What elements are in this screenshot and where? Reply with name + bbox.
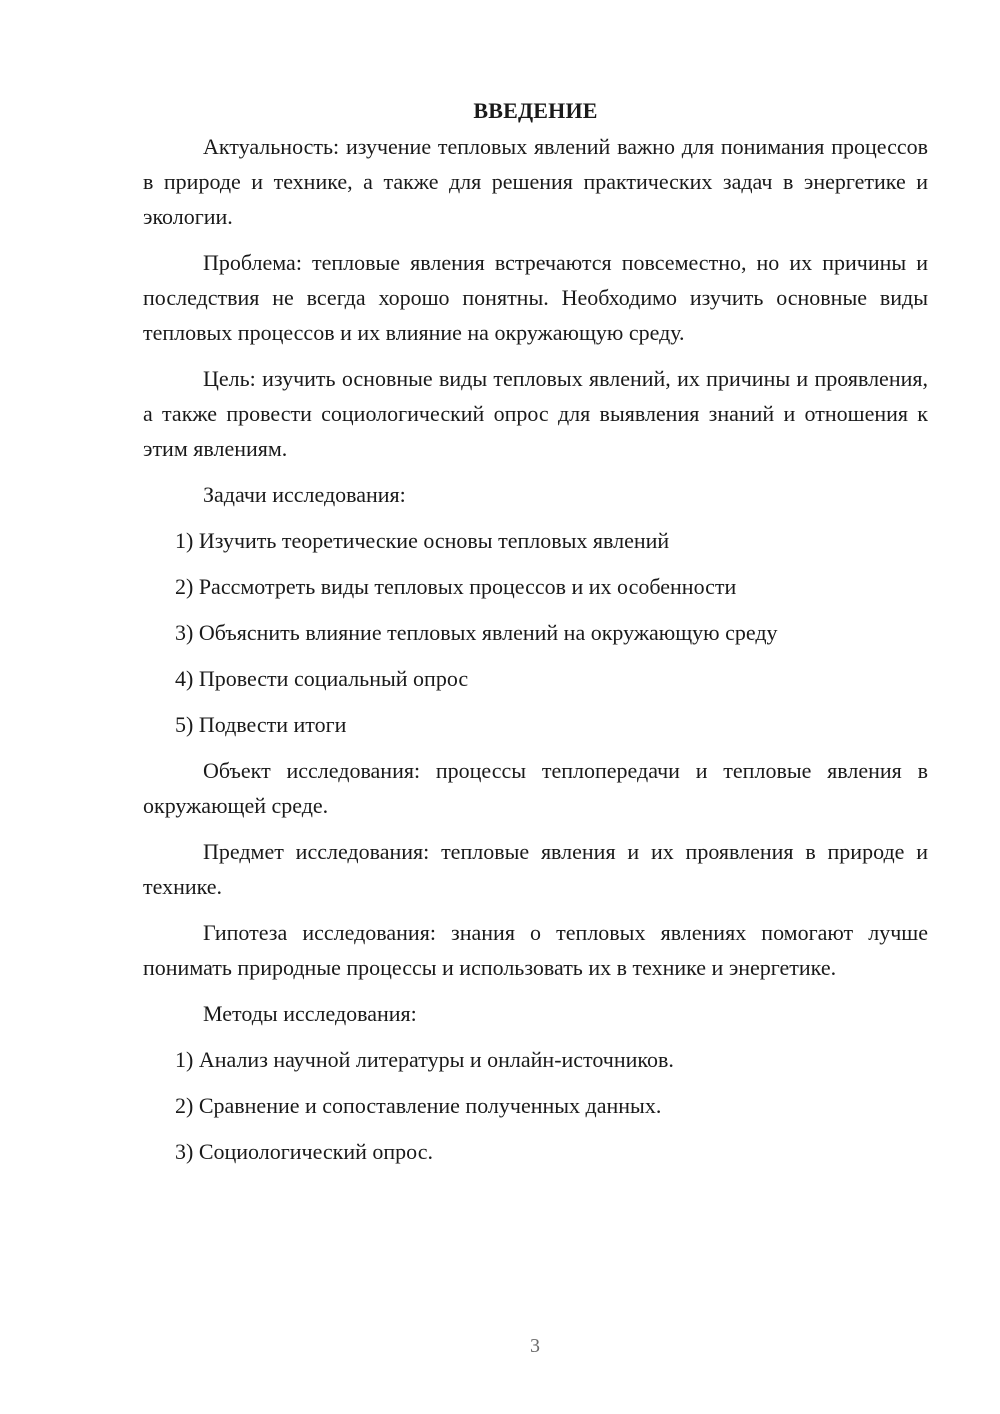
method-item: 1) Анализ научной литературы и онлайн-источников. <box>175 1047 674 1072</box>
method-item: 3) Социологический опрос. <box>175 1139 433 1164</box>
relevance-paragraph: Актуальность: изучение тепловых явлений важно для понимания процессов в природе и технике, а также для решения практических задач в энергетике и экологии. <box>143 134 928 229</box>
task-item: 2) Рассмотреть виды тепловых процессов и их особенности <box>175 574 737 599</box>
methods-list <box>143 1042 928 1169</box>
page-number: 3 <box>530 1335 540 1357</box>
goal-paragraph: Цель: изучить основные виды тепловых явлений, их причины и проявления, а также провести социологический опрос для выявления знаний и отношения к этим явлениям. <box>143 366 928 461</box>
task-item: 4) Провести социальный опрос <box>175 666 469 691</box>
tasks-list <box>143 523 928 742</box>
section-title: ВВЕДЕНИЕ <box>473 98 598 123</box>
tasks-heading: Задачи исследования: <box>203 482 406 507</box>
hypothesis-paragraph: Гипотеза исследования: знания о тепловых явлениях помогают лучше понимать природные процессы и использовать их в технике и энергетике. <box>143 920 928 980</box>
document-body <box>143 93 928 1180</box>
task-item: 3) Объяснить влияние тепловых явлений на окружающую среду <box>175 620 778 645</box>
subject-paragraph: Предмет исследования: тепловые явления и их проявления в природе и технике. <box>143 839 928 899</box>
methods-heading: Методы исследования: <box>203 1001 417 1026</box>
object-paragraph: Объект исследования: процессы теплопередачи и тепловые явления в окружающей среде. <box>143 758 928 818</box>
task-item: 5) Подвести итоги <box>175 712 347 737</box>
task-item: 1) Изучить теоретические основы тепловых явлений <box>175 528 670 553</box>
problem-paragraph: Проблема: тепловые явления встречаются повсеместно, но их причины и последствия не всегда хорошо понятны. Необходимо изучить основные виды тепловых процессов и их влияние на окружающую среду. <box>143 250 928 345</box>
method-item: 2) Сравнение и сопоставление полученных данных. <box>175 1093 662 1118</box>
